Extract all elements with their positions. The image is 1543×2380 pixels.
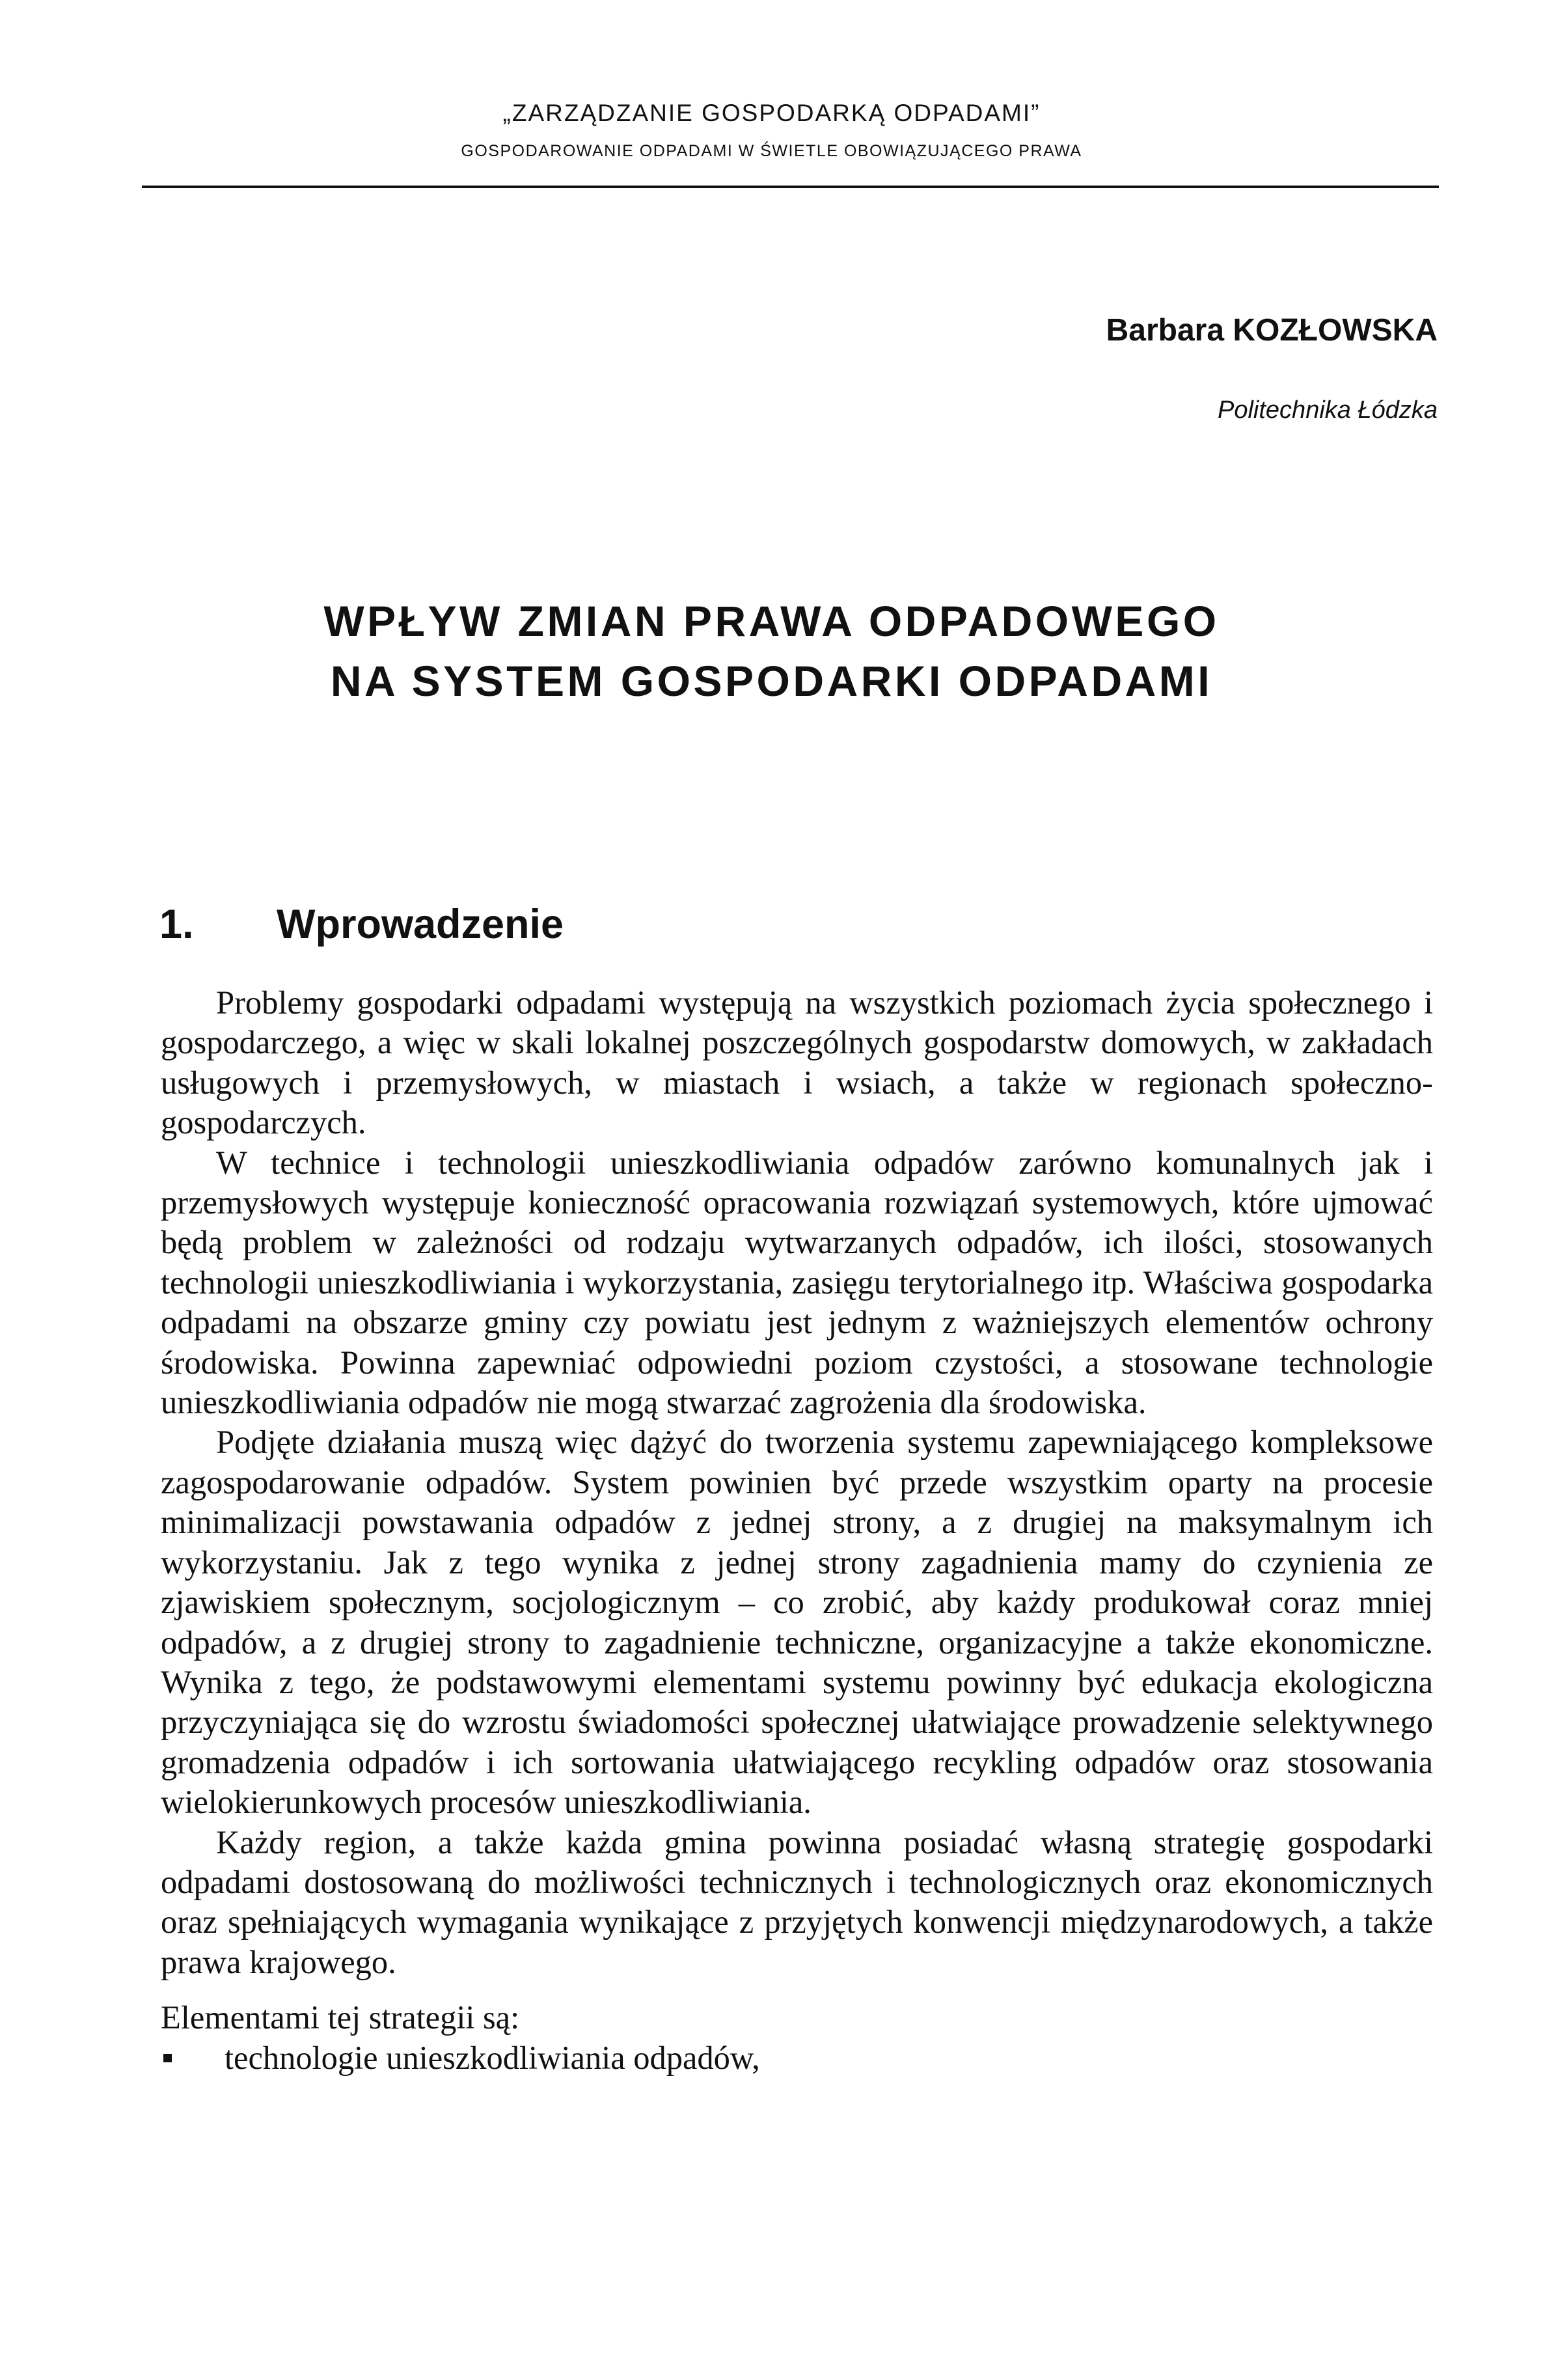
paragraph: Każdy region, a także każda gmina powinna posiadać własną strategię gospodarki odpadami dostosowaną do możliwości technicznych i technologicznych oraz ekonomicznych oraz spełniających wymagania wynikające z przyjętych konwencji międzynarodowych, a także prawa krajowego. bbox=[161, 1823, 1433, 1980]
section-title: Wprowadzenie bbox=[277, 902, 564, 947]
article-title bbox=[0, 591, 1543, 711]
bullet-square-icon bbox=[163, 2054, 172, 2062]
series-title: „ZARZĄDZANIE GOSPODARKĄ ODPADAMI” bbox=[502, 100, 1041, 126]
list-intro: Elementami tej strategii są: bbox=[161, 1999, 520, 2036]
list-item-text: technologie unieszkodliwiania odpadów, bbox=[225, 2039, 760, 2076]
volume-title: GOSPODAROWANIE ODPADAMI W ŚWIETLE OBOWIĄZUJĄCEGO PRAWA bbox=[461, 142, 1082, 160]
section-number: 1. bbox=[159, 902, 194, 947]
section-heading bbox=[159, 898, 564, 950]
body-text bbox=[161, 983, 1433, 2078]
author-name: Barbara KOZŁOWSKA bbox=[1106, 313, 1438, 348]
paragraph: Problemy gospodarki odpadami występują na wszystkich poziomach życia społecznego i gospodarczego, a więc w skali lokalnej poszczególnych gospodarstw domowych, w zakładach usługowych i przemysłowych, w miastach i wsiach, a także w regionach społeczno-gospodarczych. bbox=[161, 984, 1433, 1141]
author-affiliation: Politechnika Łódzka bbox=[1218, 396, 1438, 424]
article-title-line-2: NA SYSTEM GOSPODARKI ODPADAMI bbox=[330, 657, 1213, 705]
paragraph: Podjęte działania muszą więc dążyć do tworzenia systemu zapewniającego kompleksowe zagospodarowanie odpadów. System powinien być przede wszystkim oparty na procesie minimalizacji powstawania odpadów z jednej strony, a z drugiej na maksymalnym ich wykorzystaniu. Jak z tego wynika z jednej strony zagadnienia mamy do czynienia ze zjawiskiem społecznym, socjologicznym – co zrobić, aby każdy produkował coraz mniej odpadów, a z drugiej strony to zagadnienie techniczne, organizacyjne a także ekonomiczne. Wynika z tego, że podstawowymi elementami systemu powinny być edukacja ekologiczna przyczyniająca się do wzrostu świadomości społecznej ułatwiające prowadzenie selektywnego gromadzenia odpadów i ich sortowania ułatwiającego recykling odpadów oraz stosowania wielokierunkowych procesów unieszkodliwiania. bbox=[161, 1424, 1433, 1821]
list-item bbox=[161, 2038, 1433, 2078]
header-rule bbox=[142, 186, 1439, 188]
paragraph: W technice i technologii unieszkodliwiania odpadów zarówno komunalnych jak i przemysłowych występuje konieczność opracowania rozwiązań systemowych, które ujmować będą problem w zależności od rodzaju wytwarzanych odpadów, ich ilości, stosowanych technologii unieszkodliwiania i wykorzystania, zasięgu terytorialnego itp. Właściwa gospodarka odpadami na obszarze gminy czy powiatu jest jednym z ważniejszych elementów ochrony środowiska. Powinna zapewniać odpowiedni poziom czystości, a stosowane technologie unieszkodliwiania odpadów nie mogą stwarzać zagrożenia dla środowiska. bbox=[161, 1144, 1433, 1421]
strategy-elements-list bbox=[161, 2038, 1433, 2078]
article-title-line-1: WPŁYW ZMIAN PRAWA ODPADOWEGO bbox=[323, 597, 1220, 645]
running-header bbox=[0, 98, 1543, 164]
